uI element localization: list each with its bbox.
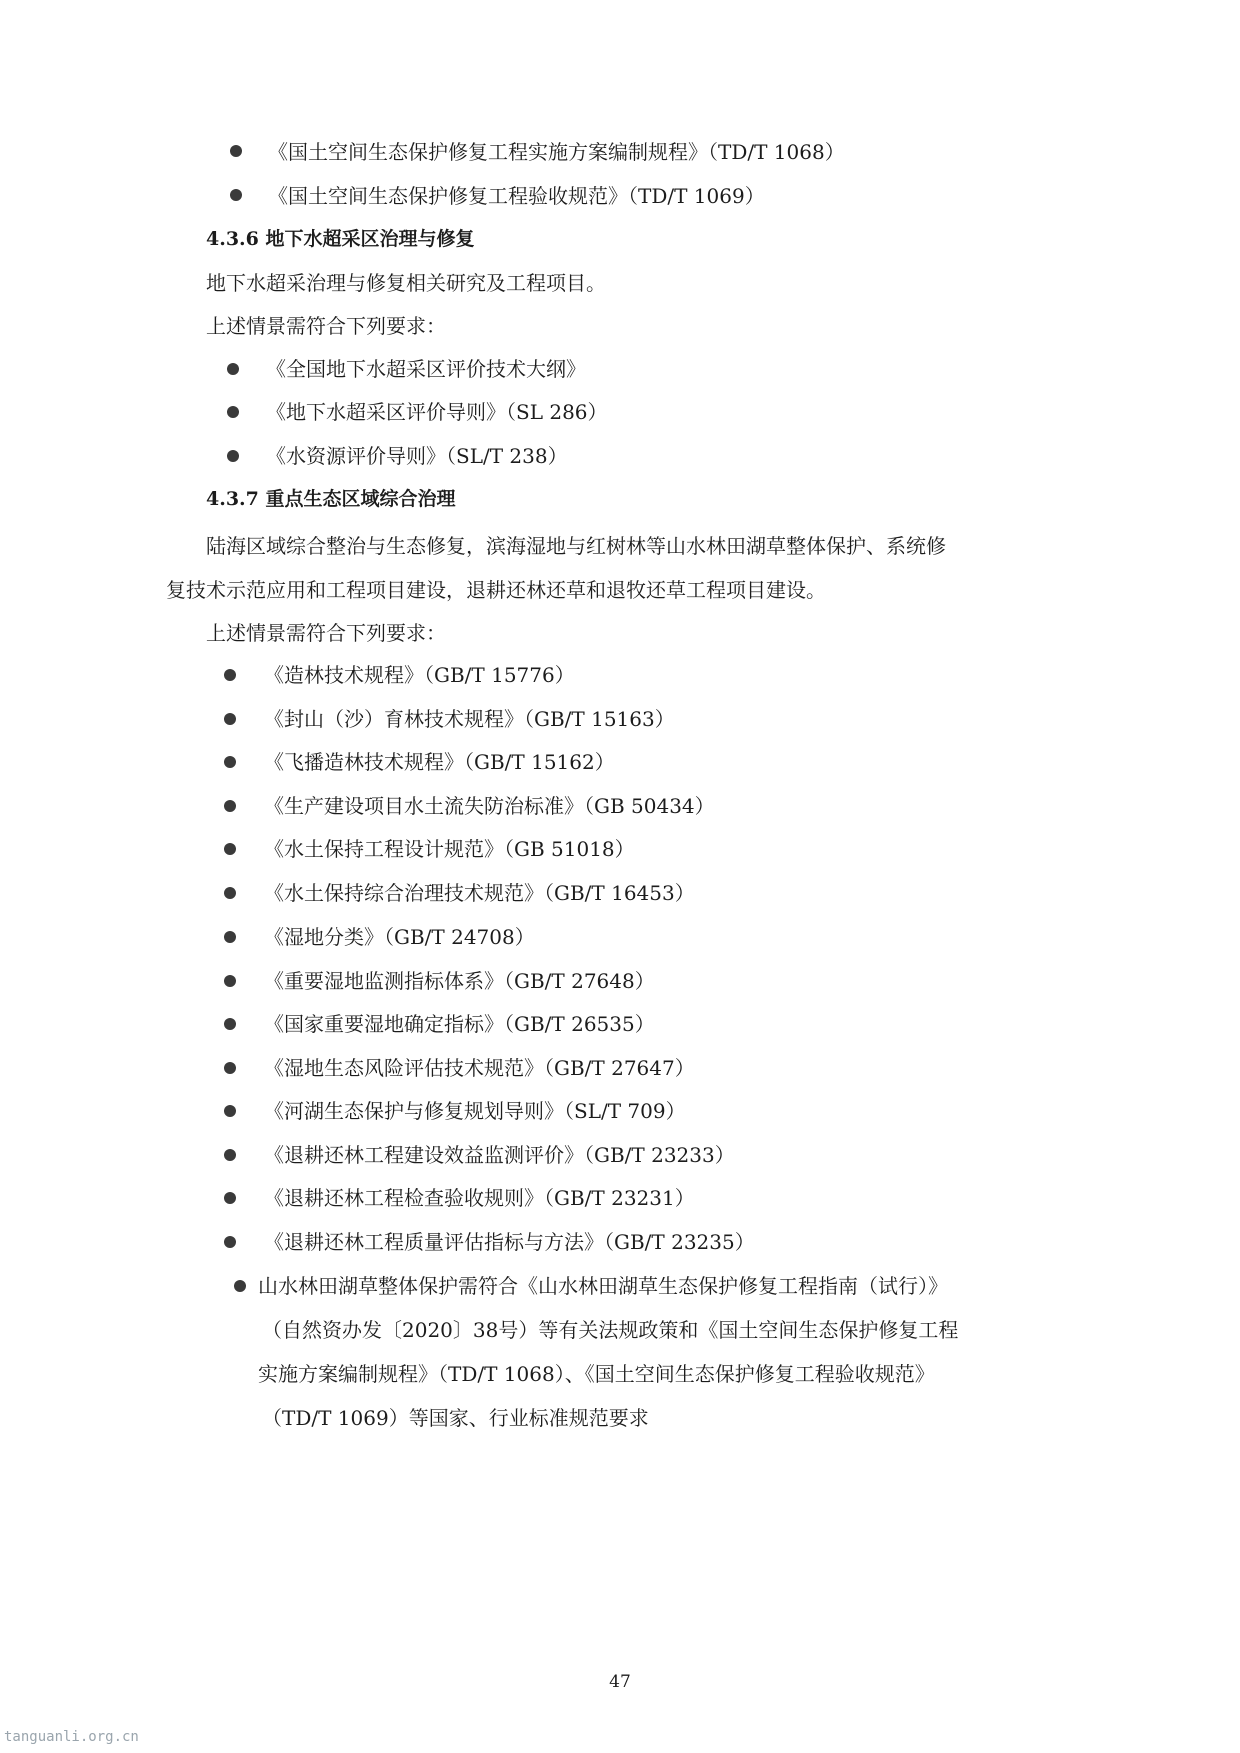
bullet-icon: [224, 887, 236, 899]
list-item: 《湿地分类》（GB/T 24708）: [264, 925, 535, 949]
bullet-icon: [224, 800, 236, 812]
bullet-icon: [224, 843, 236, 855]
list-item: 《退耕还林工程质量评估指标与方法》（GB/T 23235）: [264, 1230, 755, 1254]
bullet-icon: [224, 756, 236, 768]
list-item: 《造林技术规程》（GB/T 15776）: [264, 663, 575, 687]
list-item: 《国土空间生态保护修复工程验收规范》（TD/T 1069）: [268, 184, 765, 208]
bullet-icon: [227, 363, 239, 375]
bullet-icon: [224, 1236, 236, 1248]
section-body-line: 陆海区域综合整治与生态修复，滨海湿地与红树林等山水林田湖草整体保护、系统修: [206, 534, 946, 558]
list-item: 《生产建设项目水土流失防治标准》（GB 50434）: [264, 794, 715, 818]
bullet-icon: [224, 1149, 236, 1161]
page-number: 47: [609, 1672, 631, 1692]
list-item-multiline: 实施方案编制规程》（TD/T 1068）、《国土空间生态保护修复工程验收规范》: [258, 1362, 935, 1386]
bullet-icon: [234, 1280, 246, 1292]
requirements-intro: 上述情景需符合下列要求：: [206, 621, 446, 645]
list-item-multiline: 山水林田湖草整体保护需符合《山水林田湖草生态保护修复工程指南（试行）》: [258, 1274, 948, 1298]
list-item: 《退耕还林工程建设效益监测评价》（GB/T 23233）: [264, 1143, 735, 1167]
requirements-intro: 上述情景需符合下列要求：: [206, 314, 446, 338]
bullet-icon: [227, 406, 239, 418]
bullet-icon: [224, 1018, 236, 1030]
section-body: 地下水超采治理与修复相关研究及工程项目。: [206, 271, 606, 295]
list-item: 《水土保持工程设计规范》（GB 51018）: [264, 837, 635, 861]
section-body-line: 复技术示范应用和工程项目建设，退耕还林还草和退牧还草工程项目建设。: [166, 578, 826, 602]
section-heading-4-3-7: 4.3.7 重点生态区域综合治理: [206, 488, 456, 510]
list-item: 《全国地下水超采区评价技术大纲》: [266, 357, 586, 381]
list-item: 《国土空间生态保护修复工程实施方案编制规程》（TD/T 1068）: [268, 140, 845, 164]
bullet-icon: [224, 1062, 236, 1074]
bullet-icon: [224, 1192, 236, 1204]
bullet-icon: [227, 450, 239, 462]
bullet-icon: [224, 931, 236, 943]
list-item-multiline: （TD/T 1069）等国家、行业标准规范要求: [262, 1406, 649, 1430]
bullet-icon: [230, 145, 242, 157]
list-item: 《湿地生态风险评估技术规范》（GB/T 27647）: [264, 1056, 695, 1080]
list-item: 《封山（沙）育林技术规程》（GB/T 15163）: [264, 707, 675, 731]
list-item: 《重要湿地监测指标体系》（GB/T 27648）: [264, 969, 655, 993]
bullet-icon: [224, 1105, 236, 1117]
watermark: tanguanli.org.cn: [4, 1729, 139, 1745]
bullet-icon: [224, 713, 236, 725]
list-item: 《水资源评价导则》（SL/T 238）: [266, 444, 568, 468]
list-item: 《退耕还林工程检查验收规则》（GB/T 23231）: [264, 1186, 695, 1210]
list-item: 《地下水超采区评价导则》（SL 286）: [266, 400, 608, 424]
list-item: 《飞播造林技术规程》（GB/T 15162）: [264, 750, 615, 774]
list-item-multiline: （自然资办发〔2020〕38号）等有关法规政策和《国土空间生态保护修复工程: [262, 1318, 959, 1342]
bullet-icon: [224, 975, 236, 987]
list-item: 《国家重要湿地确定指标》（GB/T 26535）: [264, 1012, 655, 1036]
section-heading-4-3-6: 4.3.6 地下水超采区治理与修复: [206, 228, 475, 250]
bullet-icon: [224, 669, 236, 681]
bullet-icon: [230, 189, 242, 201]
list-item: 《河湖生态保护与修复规划导则》（SL/T 709）: [264, 1099, 686, 1123]
list-item: 《水土保持综合治理技术规范》（GB/T 16453）: [264, 881, 695, 905]
